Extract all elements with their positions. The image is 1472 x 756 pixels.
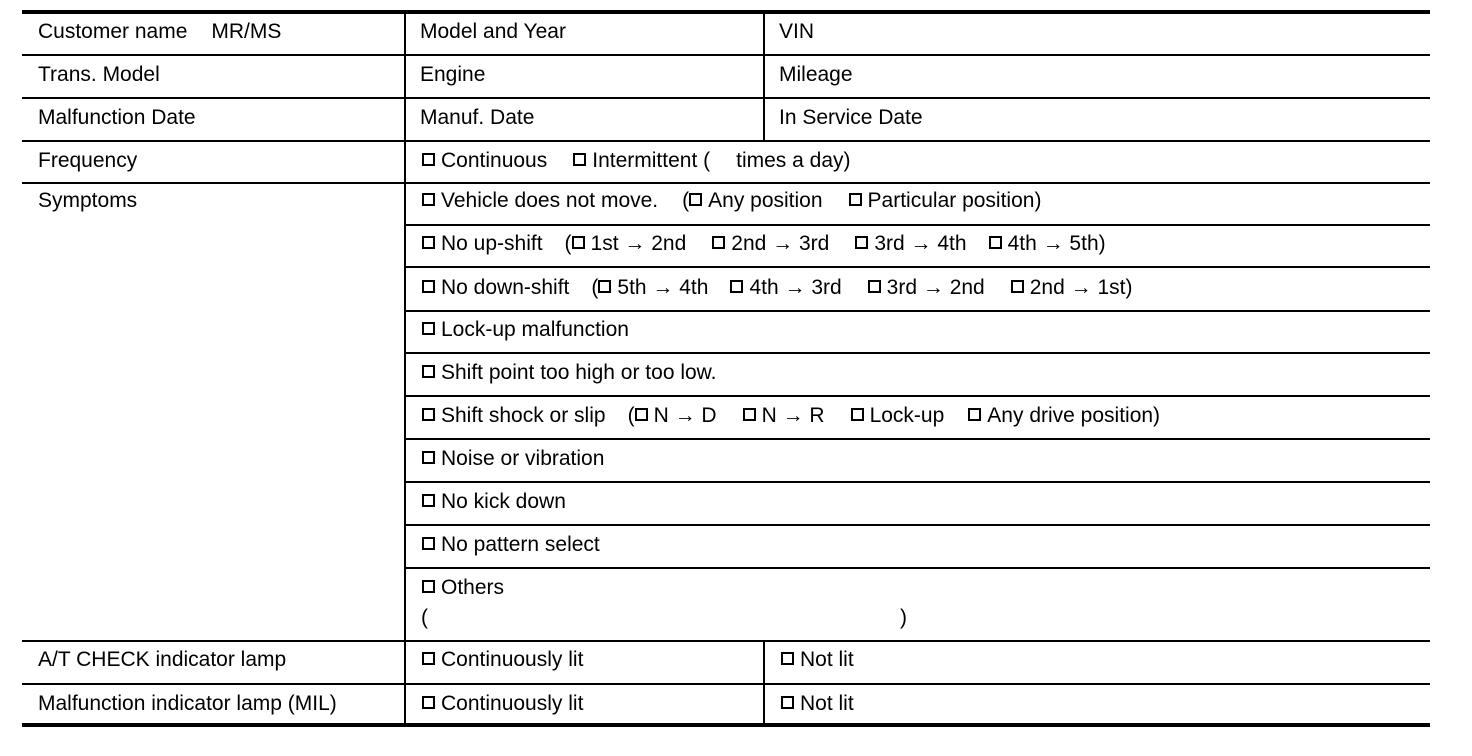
shift-shock-checkbox[interactable] (422, 408, 435, 421)
others-close-paren: ) (900, 606, 907, 629)
mil-continuous-checkbox[interactable] (422, 696, 435, 709)
mil-continuous-label: Continuously lit (441, 692, 584, 715)
shift-point-checkbox[interactable] (422, 365, 435, 378)
shock-any-drive-checkbox[interactable] (968, 408, 981, 421)
open-paren: ( (627, 404, 635, 427)
model-year-label: Model and Year (420, 20, 566, 43)
downshift-4-3-checkbox[interactable] (730, 280, 743, 293)
at-check-label: A/T CHECK indicator lamp (38, 648, 287, 671)
symptom-divider (405, 310, 1430, 312)
symptom-kickdown (422, 490, 566, 514)
upshift-2-3-label: 2nd → 3rd (731, 232, 830, 255)
no-upshift-checkbox[interactable] (422, 236, 435, 249)
particular-position-checkbox[interactable] (849, 193, 862, 206)
frequency-options (422, 149, 851, 173)
any-position-label: Any position (708, 189, 823, 212)
no-downshift-checkbox[interactable] (422, 280, 435, 293)
symptom-noise (422, 447, 604, 471)
frequency-label: Frequency (38, 149, 138, 172)
shock-any-drive-label: Any drive position) (987, 404, 1161, 427)
manuf-date-label: Manuf. Date (420, 106, 535, 129)
row-divider (22, 683, 1430, 685)
symptom-shift-point (422, 361, 717, 385)
intermittent-checkbox[interactable] (573, 153, 586, 166)
column-divider-2a (763, 14, 765, 141)
continuous-label: Continuous (441, 149, 548, 172)
diagnostic-worksheet (22, 10, 1430, 727)
open-paren: ( (564, 232, 572, 255)
mil-continuous (422, 692, 583, 716)
mileage-label: Mileage (779, 63, 853, 86)
symptom-divider (405, 352, 1430, 354)
downshift-3-2-label: 3rd → 2nd (886, 276, 985, 299)
at-check-not-lit-checkbox[interactable] (781, 652, 794, 665)
symptom-divider (405, 567, 1430, 569)
mil-not-lit-checkbox[interactable] (781, 696, 794, 709)
symptom-shift-shock (422, 404, 1160, 428)
at-check-not-lit (781, 648, 854, 672)
symptom-divider (405, 438, 1430, 440)
noise-label: Noise or vibration (441, 447, 605, 470)
pattern-checkbox[interactable] (422, 537, 435, 550)
downshift-2-1-checkbox[interactable] (1011, 280, 1024, 293)
row-divider (22, 182, 1430, 184)
noise-checkbox[interactable] (422, 451, 435, 464)
row-divider (22, 640, 1430, 642)
column-divider-1 (404, 14, 406, 723)
at-check-continuous-label: Continuously lit (441, 648, 584, 671)
times-a-day-label: times a day) (736, 149, 851, 172)
symptom-no-upshift (422, 232, 1106, 256)
lockup-label: Lock-up malfunction (441, 318, 629, 341)
open-paren: ( (591, 276, 599, 299)
top-rule (22, 10, 1430, 14)
symptom-divider (405, 481, 1430, 483)
symptom-no-move (422, 189, 1041, 213)
shock-n-r-checkbox[interactable] (743, 408, 756, 421)
kickdown-checkbox[interactable] (422, 494, 435, 507)
shock-n-r-label: N → R (761, 404, 825, 427)
symptom-divider (405, 524, 1430, 526)
downshift-5-4-label: 5th → 4th (617, 276, 709, 299)
shift-shock-label: Shift shock or slip (441, 404, 606, 427)
column-divider-2b (763, 640, 765, 723)
downshift-5-4-checkbox[interactable] (598, 280, 611, 293)
no-downshift-label: No down-shift (441, 276, 570, 299)
mil-not-lit (781, 692, 854, 716)
at-check-continuous-checkbox[interactable] (422, 652, 435, 665)
upshift-2-3-checkbox[interactable] (712, 236, 725, 249)
engine-label: Engine (420, 63, 486, 86)
others-open-paren: ( (421, 606, 428, 629)
shock-n-d-checkbox[interactable] (635, 408, 648, 421)
shock-lockup-checkbox[interactable] (851, 408, 864, 421)
customer-name-field (38, 20, 281, 44)
row-divider (22, 97, 1430, 99)
at-check-not-lit-label: Not lit (800, 648, 854, 671)
continuous-checkbox[interactable] (422, 153, 435, 166)
downshift-2-1-label: 2nd → 1st) (1029, 276, 1133, 299)
no-move-label: Vehicle does not move. (441, 189, 659, 212)
symptom-divider (405, 266, 1430, 268)
symptom-others (422, 576, 504, 600)
trans-model-label: Trans. Model (38, 63, 160, 86)
shift-point-label: Shift point too high or too low. (441, 361, 717, 384)
mr-ms-label: MR/MS (211, 20, 282, 43)
symptoms-label: Symptoms (38, 189, 138, 212)
no-move-checkbox[interactable] (422, 193, 435, 206)
others-label: Others (441, 576, 505, 599)
symptom-lockup (422, 318, 629, 342)
bottom-rule (22, 723, 1430, 727)
malfunction-date-label: Malfunction Date (38, 106, 196, 129)
symptom-divider (405, 395, 1430, 397)
customer-name-label: Customer name (38, 20, 188, 43)
no-upshift-label: No up-shift (441, 232, 543, 255)
shock-n-d-label: N → D (653, 404, 717, 427)
others-checkbox[interactable] (422, 580, 435, 593)
row-divider (22, 54, 1430, 56)
symptom-pattern (422, 533, 600, 557)
upshift-3-4-label: 3rd → 4th (874, 232, 967, 255)
shock-lockup-label: Lock-up (869, 404, 945, 427)
upshift-1-2-label: 1st → 2nd (590, 232, 687, 255)
upshift-1-2-checkbox[interactable] (572, 236, 585, 249)
intermittent-label: Intermittent ( (592, 149, 711, 172)
any-position-checkbox[interactable] (689, 193, 702, 206)
vin-label: VIN (779, 20, 815, 43)
symptom-divider (405, 224, 1430, 226)
pattern-label: No pattern select (441, 533, 600, 556)
open-paren: ( (682, 189, 690, 212)
upshift-4-5-checkbox[interactable] (989, 236, 1002, 249)
particular-position-label: Particular position) (867, 189, 1042, 212)
lockup-checkbox[interactable] (422, 322, 435, 335)
upshift-4-5-label: 4th → 5th) (1007, 232, 1106, 255)
mil-label: Malfunction indicator lamp (MIL) (38, 692, 337, 715)
upshift-3-4-checkbox[interactable] (855, 236, 868, 249)
symptom-no-downshift (422, 276, 1132, 300)
downshift-3-2-checkbox[interactable] (868, 280, 881, 293)
row-divider (22, 140, 1430, 142)
kickdown-label: No kick down (441, 490, 566, 513)
mil-not-lit-label: Not lit (800, 692, 854, 715)
in-service-date-label: In Service Date (779, 106, 923, 129)
downshift-4-3-label: 4th → 3rd (749, 276, 842, 299)
at-check-continuous (422, 648, 583, 672)
